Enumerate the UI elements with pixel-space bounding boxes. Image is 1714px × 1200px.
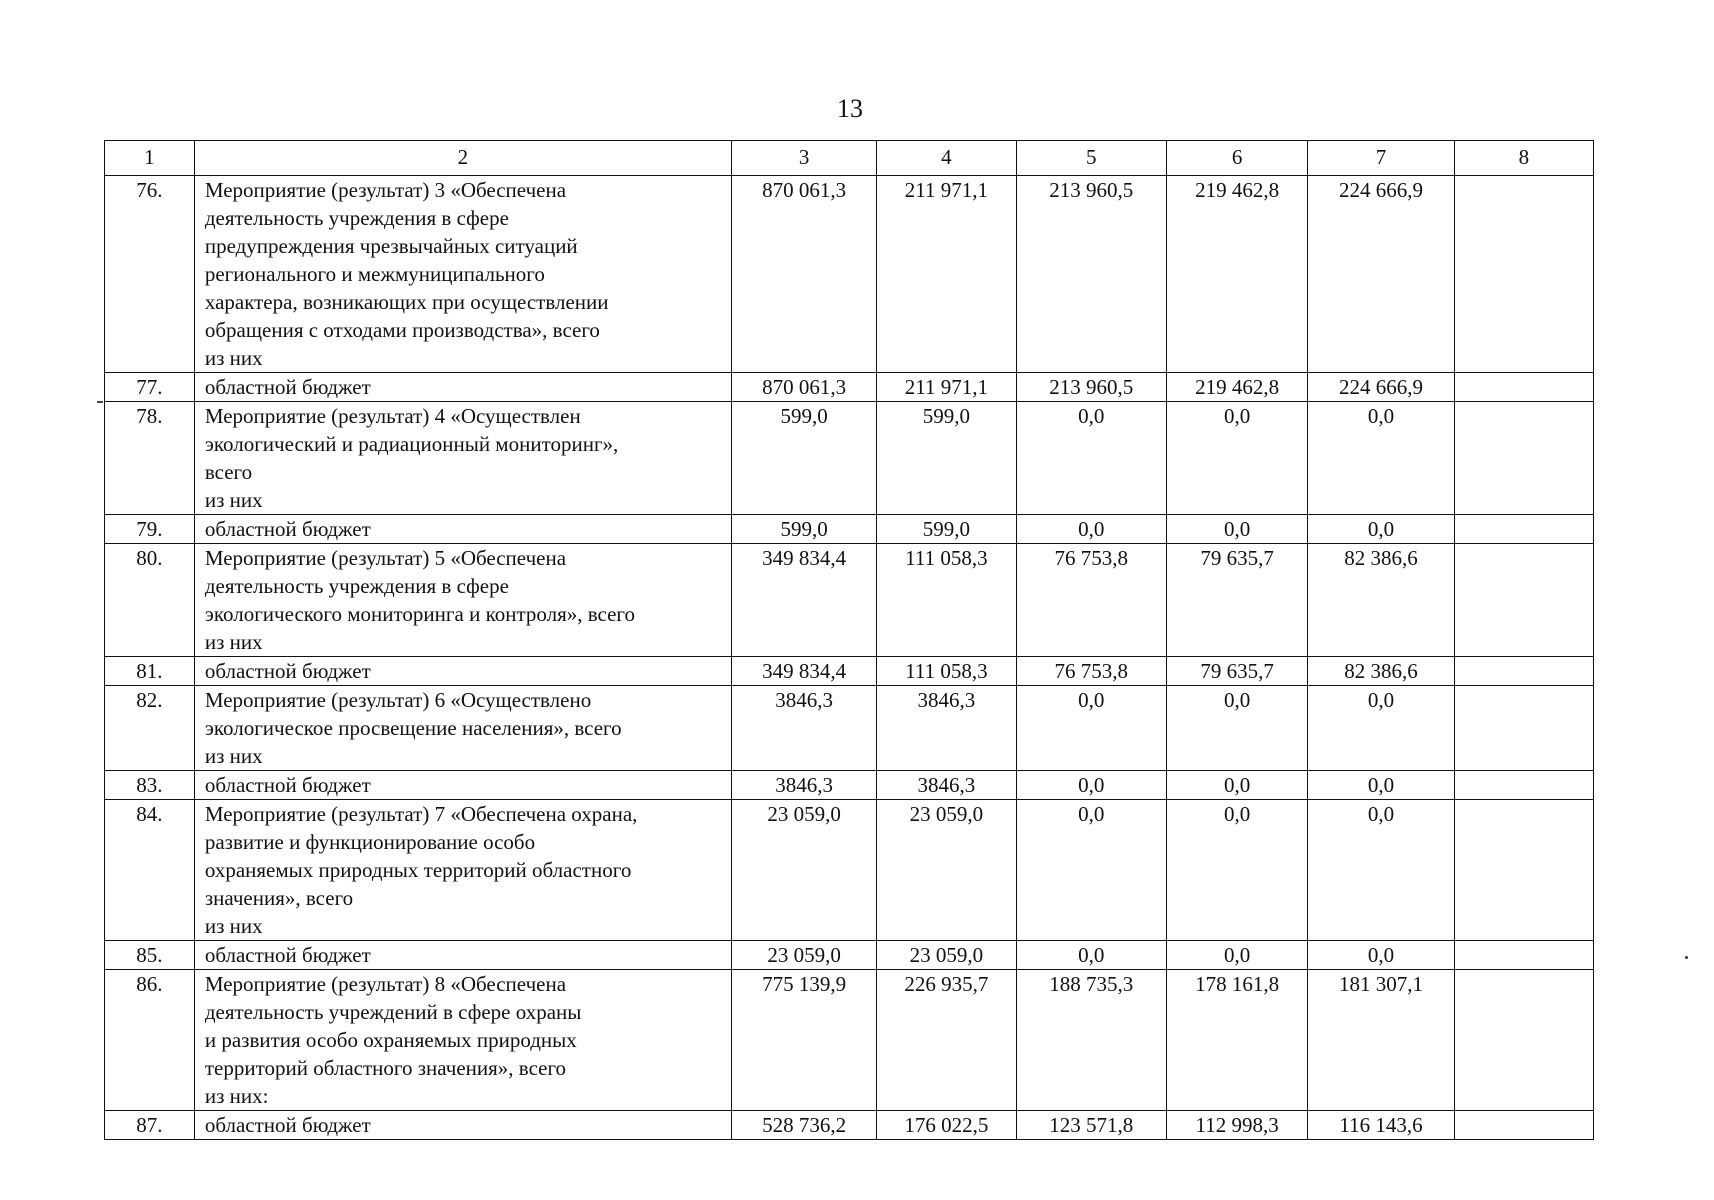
value-cell-col-8: [1454, 544, 1593, 657]
value-cell-col-7: 224 666,9: [1308, 373, 1454, 402]
scan-artifact-mark: [97, 401, 103, 403]
description-line: территорий областного значения», всего: [204, 1056, 567, 1080]
value-cell-col-4: 23 059,0: [877, 800, 1016, 941]
value-cell-col-6: 79 635,7: [1166, 657, 1307, 686]
value-cell-col-6: 0,0: [1166, 800, 1307, 941]
row-description: [194, 771, 731, 800]
value-cell-col-5: 76 753,8: [1016, 544, 1166, 657]
value-cell-col-7: 0,0: [1308, 515, 1454, 544]
description-line: регионального и межмуниципального: [204, 262, 545, 286]
value-cell-col-3: 870 061,3: [731, 373, 876, 402]
description-line: предупреждения чрезвычайных ситуаций: [204, 234, 578, 258]
row-number: 83.: [105, 771, 195, 800]
value-cell-col-8: [1454, 176, 1593, 373]
table-body: [105, 176, 1594, 1140]
description-line: экологическое просвещение населения», всего: [204, 716, 622, 740]
column-header: 6: [1166, 141, 1307, 176]
row-description: [194, 657, 731, 686]
table-row: [105, 1111, 1594, 1140]
value-cell-col-7: 0,0: [1308, 941, 1454, 970]
description-line: и развития особо охраняемых природных: [204, 1028, 577, 1052]
description-line: областной бюджет: [204, 773, 371, 797]
description-line: Мероприятие (результат) 7 «Обеспечена охрана,: [204, 802, 638, 826]
description-line: из них: [204, 346, 263, 370]
description-line: охраняемых природных территорий областного: [204, 858, 632, 882]
value-cell-col-8: [1454, 771, 1593, 800]
row-number: 79.: [105, 515, 195, 544]
value-cell-col-3: 23 059,0: [731, 800, 876, 941]
value-cell-col-4: 3846,3: [877, 771, 1016, 800]
row-number: 87.: [105, 1111, 195, 1140]
description-line: Мероприятие (результат) 6 «Осуществлено: [204, 688, 592, 712]
value-cell-col-3: 775 139,9: [731, 970, 876, 1111]
row-number: 77.: [105, 373, 195, 402]
row-description: [194, 686, 731, 771]
value-cell-col-5: 0,0: [1016, 800, 1166, 941]
description-line: деятельность учреждения в сфере: [204, 206, 509, 230]
table-row: [105, 402, 1594, 515]
value-cell-col-4: 111 058,3: [877, 657, 1016, 686]
value-cell-col-7: 0,0: [1308, 771, 1454, 800]
description-line: из них: [204, 744, 263, 768]
row-description: [194, 941, 731, 970]
row-number: 84.: [105, 800, 195, 941]
description-line: Мероприятие (результат) 5 «Обеспечена: [204, 546, 567, 570]
value-cell-col-6: 112 998,3: [1166, 1111, 1307, 1140]
value-cell-col-8: [1454, 373, 1593, 402]
column-header: 1: [105, 141, 195, 176]
value-cell-col-6: 0,0: [1166, 515, 1307, 544]
value-cell-col-8: [1454, 515, 1593, 544]
value-cell-col-7: 82 386,6: [1308, 657, 1454, 686]
description-line: развитие и функционирование особо: [204, 830, 536, 854]
column-header: 4: [877, 141, 1016, 176]
value-cell-col-5: 0,0: [1016, 402, 1166, 515]
table-row: [105, 941, 1594, 970]
value-cell-col-7: 82 386,6: [1308, 544, 1454, 657]
description-line: обращения с отходами производства», всего: [204, 318, 600, 342]
value-cell-col-8: [1454, 402, 1593, 515]
value-cell-col-4: 599,0: [877, 402, 1016, 515]
value-cell-col-5: 0,0: [1016, 941, 1166, 970]
row-description: [194, 1111, 731, 1140]
value-cell-col-7: 116 143,6: [1308, 1111, 1454, 1140]
value-cell-col-4: 211 971,1: [877, 176, 1016, 373]
column-header: 7: [1308, 141, 1454, 176]
value-cell-col-3: 599,0: [731, 402, 876, 515]
column-header: 3: [731, 141, 876, 176]
description-line: экологического мониторинга и контроля», всего: [204, 602, 636, 626]
value-cell-col-3: 599,0: [731, 515, 876, 544]
value-cell-col-5: 0,0: [1016, 515, 1166, 544]
row-number: 80.: [105, 544, 195, 657]
value-cell-col-5: 0,0: [1016, 686, 1166, 771]
description-line: областной бюджет: [204, 1113, 371, 1137]
value-cell-col-8: [1454, 800, 1593, 941]
row-description: [194, 373, 731, 402]
description-line: областной бюджет: [204, 943, 371, 967]
description-line: Мероприятие (результат) 4 «Осуществлен: [204, 404, 581, 428]
description-line: характера, возникающих при осуществлении: [204, 290, 609, 314]
row-description: [194, 970, 731, 1111]
description-line: из них:: [204, 1084, 269, 1108]
description-line: деятельность учреждений в сфере охраны: [204, 1000, 582, 1024]
value-cell-col-4: 599,0: [877, 515, 1016, 544]
description-line: всего: [204, 460, 253, 484]
table-row: [105, 373, 1594, 402]
value-cell-col-6: 79 635,7: [1166, 544, 1307, 657]
value-cell-col-3: 23 059,0: [731, 941, 876, 970]
row-number: 76.: [105, 176, 195, 373]
value-cell-col-5: 0,0: [1016, 771, 1166, 800]
value-cell-col-8: [1454, 970, 1593, 1111]
value-cell-col-3: 3846,3: [731, 686, 876, 771]
table-row: [105, 176, 1594, 373]
row-description: [194, 176, 731, 373]
budget-table: [104, 140, 1594, 1140]
value-cell-col-6: 0,0: [1166, 771, 1307, 800]
row-number: 78.: [105, 402, 195, 515]
column-header: 8: [1454, 141, 1593, 176]
table-row: [105, 800, 1594, 941]
value-cell-col-3: 528 736,2: [731, 1111, 876, 1140]
value-cell-col-5: 213 960,5: [1016, 176, 1166, 373]
description-line: из них: [204, 488, 263, 512]
description-line: областной бюджет: [204, 375, 371, 399]
description-line: деятельность учреждения в сфере: [204, 574, 509, 598]
column-header: 2: [194, 141, 731, 176]
description-line: из них: [204, 630, 263, 654]
row-description: [194, 544, 731, 657]
value-cell-col-8: [1454, 657, 1593, 686]
table-header-row: [105, 141, 1594, 176]
value-cell-col-5: 123 571,8: [1016, 1111, 1166, 1140]
table-row: [105, 515, 1594, 544]
page-number: 13: [837, 94, 863, 123]
value-cell-col-4: 176 022,5: [877, 1111, 1016, 1140]
value-cell-col-5: 188 735,3: [1016, 970, 1166, 1111]
value-cell-col-3: 3846,3: [731, 771, 876, 800]
value-cell-col-4: 3846,3: [877, 686, 1016, 771]
value-cell-col-8: [1454, 1111, 1593, 1140]
value-cell-col-4: 23 059,0: [877, 941, 1016, 970]
description-line: Мероприятие (результат) 8 «Обеспечена: [204, 972, 567, 996]
value-cell-col-6: 0,0: [1166, 686, 1307, 771]
column-header: 5: [1016, 141, 1166, 176]
value-cell-col-4: 226 935,7: [877, 970, 1016, 1111]
value-cell-col-8: [1454, 686, 1593, 771]
table-row: [105, 970, 1594, 1111]
value-cell-col-4: 211 971,1: [877, 373, 1016, 402]
value-cell-col-3: 870 061,3: [731, 176, 876, 373]
value-cell-col-5: 76 753,8: [1016, 657, 1166, 686]
value-cell-col-4: 111 058,3: [877, 544, 1016, 657]
scan-artifact-dot: [1685, 956, 1688, 959]
value-cell-col-7: 0,0: [1308, 800, 1454, 941]
value-cell-col-6: 219 462,8: [1166, 373, 1307, 402]
table-row: [105, 657, 1594, 686]
description-line: областной бюджет: [204, 659, 371, 683]
value-cell-col-7: 181 307,1: [1308, 970, 1454, 1111]
value-cell-col-5: 213 960,5: [1016, 373, 1166, 402]
row-number: 82.: [105, 686, 195, 771]
value-cell-col-3: 349 834,4: [731, 544, 876, 657]
table-row: [105, 771, 1594, 800]
row-description: [194, 515, 731, 544]
row-description: [194, 402, 731, 515]
value-cell-col-6: 0,0: [1166, 402, 1307, 515]
value-cell-col-3: 349 834,4: [731, 657, 876, 686]
table-row: [105, 686, 1594, 771]
description-line: из них: [204, 914, 263, 938]
row-number: 86.: [105, 970, 195, 1111]
description-line: экологический и радиационный мониторинг»,: [204, 432, 619, 456]
value-cell-col-6: 219 462,8: [1166, 176, 1307, 373]
description-line: областной бюджет: [204, 517, 371, 541]
row-number: 81.: [105, 657, 195, 686]
value-cell-col-8: [1454, 941, 1593, 970]
value-cell-col-6: 0,0: [1166, 941, 1307, 970]
description-line: значения», всего: [204, 886, 354, 910]
value-cell-col-7: 0,0: [1308, 686, 1454, 771]
table-row: [105, 544, 1594, 657]
description-line: Мероприятие (результат) 3 «Обеспечена: [204, 178, 567, 202]
value-cell-col-7: 224 666,9: [1308, 176, 1454, 373]
value-cell-col-6: 178 161,8: [1166, 970, 1307, 1111]
row-description: [194, 800, 731, 941]
row-number: 85.: [105, 941, 195, 970]
value-cell-col-7: 0,0: [1308, 402, 1454, 515]
